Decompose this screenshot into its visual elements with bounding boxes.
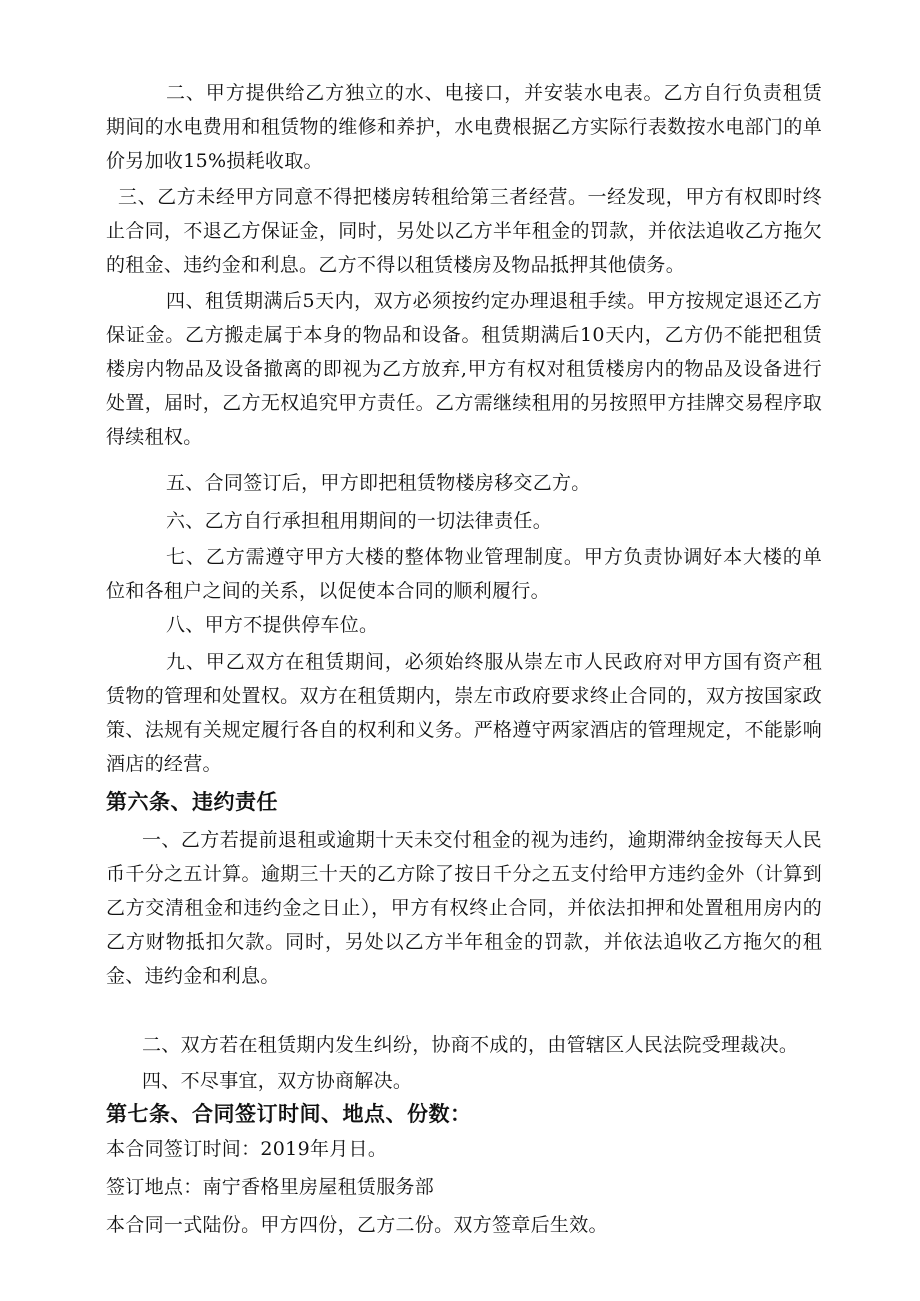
breach-item-1: 一、乙方若提前退租或逾期十天未交付租金的视为违约，逾期滞纳金按每天人民币千分之五计算。逾期三十天的乙方除了按日千分之五支付给甲方违约金外（计算到乙方交清租金和违约金之日止），甲方有权终止合同，并依法扣押和处置租用房内的乙方财物抵扣欠款。同时，另处以乙方半年租金的罚款，并依法追收乙方拖欠的租金、违约金和利息。 xyxy=(106,829,822,987)
breach-item-2: 二、双方若在租赁期内发生纠纷，协商不成的，由管辖区人民法院受理裁决。 xyxy=(142,1034,799,1056)
clause-item-2: 二、甲方提供给乙方独立的水、电接口，并安装水电表。乙方自行负责租赁期间的水电费用和租赁物的维修和养护，水电费根据乙方实际行表数按水电部门的单价另加收15%损耗收取。 xyxy=(106,82,822,172)
clause-item-9: 九、甲乙双方在租赁期间，必须始终服从崇左市人民政府对甲方国有资产租赁物的管理和处置权。双方在租赁期内，崇左市政府要求终止合同的，双方按国家政策、法规有关规定履行各自的权利和义务。严格遵守两家酒店的管理规定，不能影响酒店的经营。 xyxy=(106,651,822,775)
clause-item-8: 八、甲方不提供停车位。 xyxy=(166,614,379,636)
clause-item-6: 六、乙方自行承担租用期间的一切法律责任。 xyxy=(166,510,553,532)
clause-item-4: 四、租赁期满后5天内，双方必须按约定办理退租手续。甲方按规定退还乙方保证金。乙方搬走属于本身的物品和设备。租赁期满后10天内，乙方仍不能把租赁楼房内物品及设备撤离的即视为乙方放弃,甲方有权对租赁楼房内的物品及设备进行处置，届时，乙方无权追究甲方责任。乙方需继续租用的另按照甲方挂牌交易程序取得续租权。 xyxy=(106,290,822,448)
article-7-heading: 第七条、合同签订时间、地点、份数： xyxy=(106,1101,472,1126)
signing-time: 本合同签订时间：2019年月日。 xyxy=(106,1138,388,1160)
clause-item-5: 五、合同签订后，甲方即把租赁物楼房移交乙方。 xyxy=(166,472,591,494)
clause-item-7: 七、乙方需遵守甲方大楼的整体物业管理制度。甲方负责协调好本大楼的单位和各租户之间的关系，以促使本合同的顺利履行。 xyxy=(106,546,822,602)
breach-item-4: 四、不尽事宜，双方协商解决。 xyxy=(142,1070,413,1092)
clause-item-3: 三、乙方未经甲方同意不得把楼房转租给第三者经营。一经发现，甲方有权即时终止合同，不退乙方保证金，同时，另处以乙方半年租金的罚款，并依法追收乙方拖欠的租金、违约金和利息。乙方不得以租赁楼房及物品抵押其他债务。 xyxy=(106,186,822,276)
signing-place: 签订地点：南宁香格里房屋租赁服务部 xyxy=(106,1176,435,1198)
article-6-heading: 第六条、违约责任 xyxy=(106,789,278,814)
contract-copies: 本合同一式陆份。甲方四份，乙方二份。双方签章后生效。 xyxy=(106,1214,608,1236)
